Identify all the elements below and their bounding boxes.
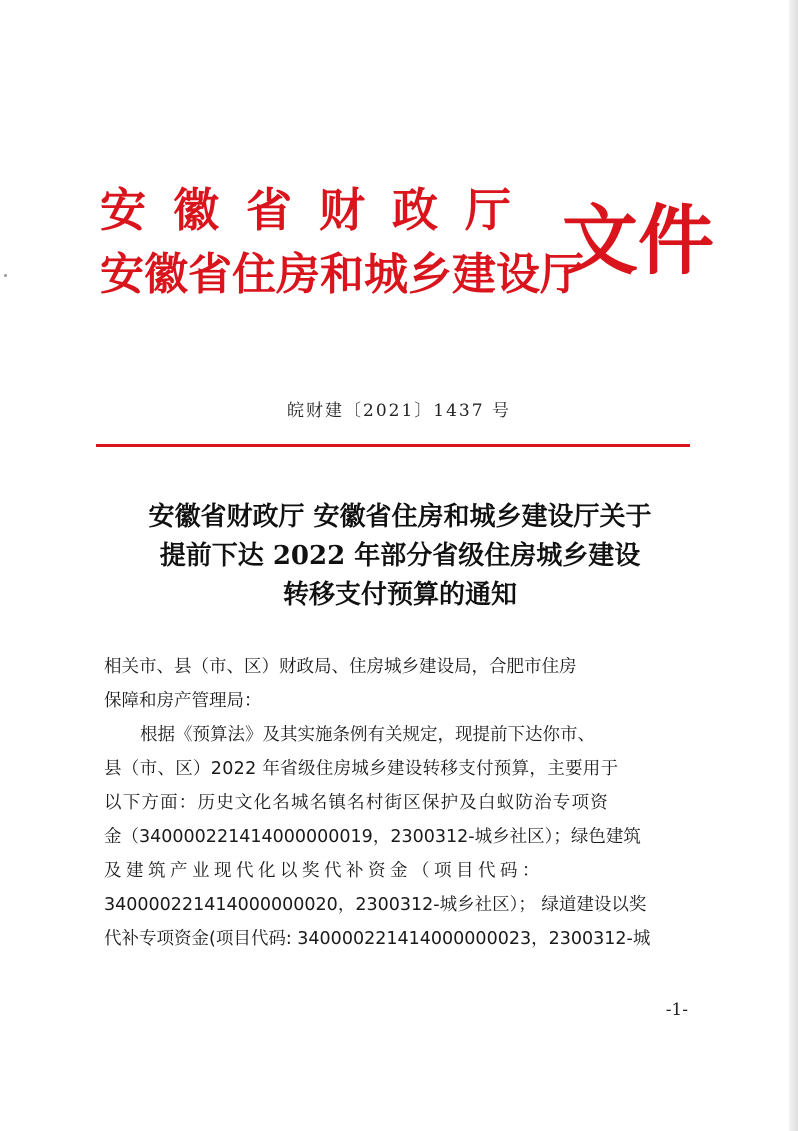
document-body — [104, 650, 694, 956]
masthead-issuer-housing: 安徽省住房和城乡建设厅 — [100, 249, 584, 300]
title-line-3: 转移支付预算的通知 — [282, 580, 517, 610]
body-line: 以下方面：历史文化名城名镇名村街区保护及白蚁防治专项资 — [104, 793, 609, 813]
masthead — [100, 182, 714, 322]
body-line: 代补专项资金(项目代码: 340000221414000000023，2300312-城 — [104, 929, 651, 949]
scan-edge-shadow — [789, 0, 798, 1131]
document-number: 皖财建〔2021〕1437 号 — [287, 401, 511, 421]
body-line: 相关市、县（市、区）财政局、住房城乡建设局，合肥市住房 — [104, 657, 577, 677]
body-line: 金（340000221414000000019，2300312-城乡社区）；绿色建筑 — [104, 827, 641, 847]
body-line: 根据《预算法》及其实施条例有关规定，现提前下达你市、 — [140, 725, 595, 745]
title-line-2: 提前下达 2022 年部分省级住房城乡建设 — [159, 541, 641, 571]
body-line: 340000221414000000020，2300312-城乡社区）； 绿道建设以奖 — [104, 895, 647, 915]
scan-speck — [4, 274, 7, 277]
red-divider-rule — [96, 444, 690, 447]
body-line: 县（市、区）2022 年省级住房城乡建设转移支付预算，主要用于 — [104, 759, 619, 779]
body-line: 及建筑产业现代化以奖代补资金（项目代码： — [104, 861, 544, 881]
masthead-issuer-finance: 安徽省财政厅 — [100, 183, 538, 237]
document-title — [60, 498, 740, 615]
page-number: -1- — [665, 1000, 688, 1020]
title-line-1: 安徽省财政厅 安徽省住房和城乡建设厅关于 — [148, 502, 652, 532]
masthead-document-label: 文件 — [562, 196, 714, 285]
body-line: 保障和房产管理局： — [104, 691, 262, 711]
